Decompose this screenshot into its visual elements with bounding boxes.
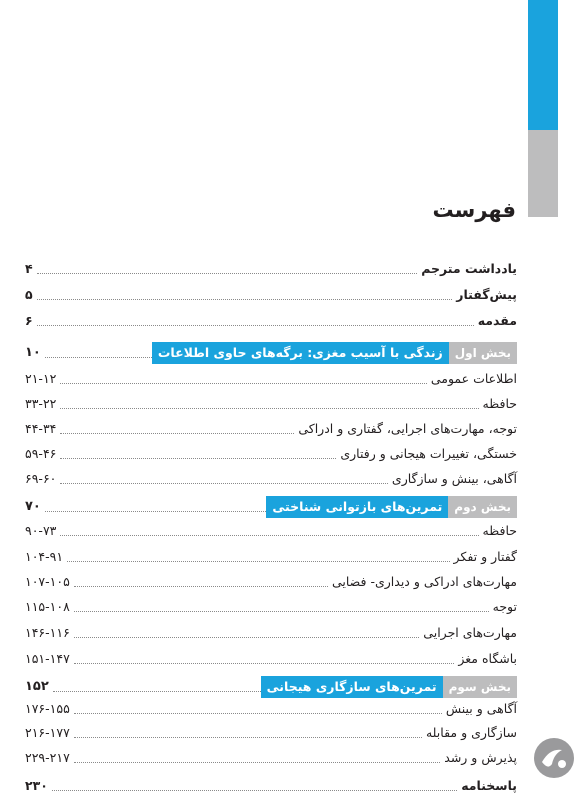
leader-dots bbox=[74, 636, 420, 638]
toc-entry-label: آگاهی و بینش bbox=[445, 701, 517, 716]
toc-entry-page: ۲۲۹-۲۱۷ bbox=[25, 750, 70, 765]
section-title: تمرین‌های سازگاری هیجانی bbox=[261, 676, 443, 698]
section-heading bbox=[266, 496, 517, 518]
page-title: فهرست bbox=[432, 198, 516, 222]
toc-entry-page: ۱۵۱-۱۴۷ bbox=[25, 651, 70, 666]
section-page: ۱۵۲ bbox=[25, 679, 49, 694]
toc-entry-page: ۲۳۰ bbox=[25, 778, 48, 793]
toc-entry[interactable] bbox=[25, 466, 517, 490]
toc-entry-page: ۲۱۶-۱۷۷ bbox=[25, 725, 70, 740]
leader-dots bbox=[45, 356, 152, 358]
toc-entry-page: ۱۱۵-۱۰۸ bbox=[25, 599, 70, 614]
toc-entry-page: ۱۷۶-۱۵۵ bbox=[25, 701, 70, 716]
toc-entry-foreword[interactable] bbox=[25, 282, 517, 306]
leader-dots bbox=[60, 382, 426, 384]
toc-entry-page: ۱۴۶-۱۱۶ bbox=[25, 625, 70, 640]
toc-entry-page: ۴ bbox=[25, 261, 33, 276]
toc-entry-label: مهارت‌های ادراکی و دیداری- فضایی bbox=[331, 574, 517, 589]
toc-entry-introduction[interactable] bbox=[25, 308, 517, 332]
toc-entry-label: پیش‌گفتار bbox=[456, 287, 517, 302]
toc-entry-page: ۶۹-۶۰ bbox=[25, 471, 57, 486]
leader-dots bbox=[60, 457, 336, 459]
toc-entry-page: ۵۹-۴۶ bbox=[25, 446, 57, 461]
section-part-label: بخش دوم bbox=[448, 496, 517, 518]
toc-entry[interactable] bbox=[25, 391, 517, 415]
toc-entry-page: ۴۴-۳۴ bbox=[25, 421, 57, 436]
toc-entry[interactable] bbox=[25, 416, 517, 440]
toc-entry[interactable] bbox=[25, 696, 517, 720]
toc-entry-label: خستگی، تغییرات هیجانی و رفتاری bbox=[340, 446, 517, 461]
toc-entry-answer-key[interactable] bbox=[25, 773, 517, 797]
leader-dots bbox=[74, 662, 455, 664]
section-heading bbox=[152, 342, 517, 364]
toc-entry[interactable] bbox=[25, 720, 517, 744]
toc-entry[interactable] bbox=[25, 620, 517, 644]
section-heading-part-2[interactable] bbox=[25, 494, 517, 518]
leader-dots bbox=[60, 534, 478, 536]
toc-entry[interactable] bbox=[25, 366, 517, 390]
toc-entry[interactable] bbox=[25, 745, 517, 769]
toc-entry-label: گفتار و تفکر bbox=[453, 549, 517, 564]
leader-dots bbox=[37, 272, 418, 274]
section-heading-part-1[interactable] bbox=[25, 340, 517, 364]
toc-entry-translator-note[interactable] bbox=[25, 256, 517, 280]
toc-entry[interactable] bbox=[25, 569, 517, 593]
leader-dots bbox=[60, 407, 478, 409]
toc-entry-label: پاسخنامه bbox=[461, 778, 517, 793]
leader-dots bbox=[74, 712, 442, 714]
toc-entry-label: مقدمه bbox=[477, 313, 517, 328]
leader-dots bbox=[60, 432, 294, 434]
leader-dots bbox=[53, 690, 261, 692]
leader-dots bbox=[67, 560, 449, 562]
toc-entry[interactable] bbox=[25, 594, 517, 618]
section-heading-part-3[interactable] bbox=[25, 674, 517, 698]
leader-dots bbox=[74, 736, 422, 738]
toc-entry-label: آگاهی، بینش و سازگاری bbox=[391, 471, 517, 486]
leader-dots bbox=[60, 482, 388, 484]
publisher-logo-icon bbox=[532, 736, 576, 780]
toc-entry-label: مهارت‌های اجرایی bbox=[423, 625, 517, 640]
toc-entry-label: سازگاری و مقابله bbox=[425, 725, 517, 740]
toc-entry[interactable] bbox=[25, 441, 517, 465]
toc-entry[interactable] bbox=[25, 518, 517, 542]
section-part-label: بخش اول bbox=[449, 342, 517, 364]
toc-entry-label: اطلاعات عمومی bbox=[430, 371, 517, 386]
edge-tab-accent bbox=[528, 0, 558, 130]
toc-entry-page: ۲۱-۱۲ bbox=[25, 371, 57, 386]
leader-dots bbox=[74, 761, 440, 763]
section-title: تمرین‌های بازتوانی شناختی bbox=[266, 496, 448, 518]
toc-entry[interactable] bbox=[25, 544, 517, 568]
section-page: ۷۰ bbox=[25, 499, 41, 514]
toc-entry-page: ۵ bbox=[25, 287, 33, 302]
section-page: ۱۰ bbox=[25, 345, 41, 360]
toc-entry-page: ۶ bbox=[25, 313, 33, 328]
section-heading bbox=[261, 676, 517, 698]
leader-dots bbox=[45, 510, 267, 512]
leader-dots bbox=[74, 585, 328, 587]
toc-entry-label: حافظه bbox=[482, 523, 517, 538]
leader-dots bbox=[52, 789, 457, 791]
toc-entry[interactable] bbox=[25, 646, 517, 670]
toc-entry-page: ۳۳-۲۲ bbox=[25, 396, 57, 411]
leader-dots bbox=[74, 610, 489, 612]
section-title: زندگی با آسیب مغزی: برگه‌های حاوی اطلاعات bbox=[152, 342, 449, 364]
edge-tab-gray bbox=[528, 130, 558, 217]
toc-entry-label: توجه، مهارت‌های اجرایی، گفتاری و ادراکی bbox=[298, 421, 517, 436]
toc-entry-label: حافظه bbox=[482, 396, 517, 411]
toc-entry-label: باشگاه مغز bbox=[458, 651, 517, 666]
leader-dots bbox=[37, 298, 453, 300]
toc-entry-label: پذیرش و رشد bbox=[444, 750, 517, 765]
section-part-label: بخش سوم bbox=[443, 676, 517, 698]
toc-entry-label: توجه bbox=[492, 599, 517, 614]
toc-entry-page: ۹۰-۷۳ bbox=[25, 523, 57, 538]
toc-entry-page: ۱۰۷-۱۰۵ bbox=[25, 574, 70, 589]
toc-entry-label: یادداشت مترجم bbox=[421, 261, 517, 276]
toc-entry-page: ۱۰۴-۹۱ bbox=[25, 549, 64, 564]
leader-dots bbox=[37, 324, 474, 326]
